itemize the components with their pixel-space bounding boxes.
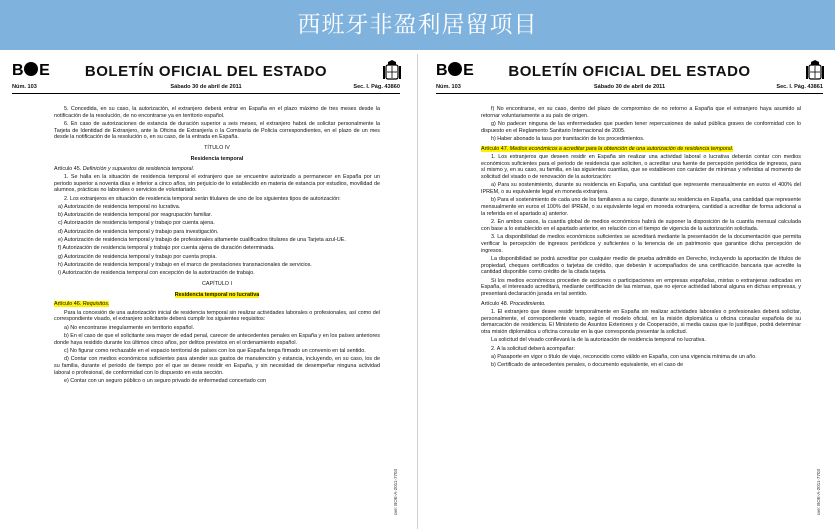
title-name: Residencia temporal	[190, 155, 244, 162]
document-page-left	[2, 54, 410, 529]
header-title: BOLETÍN OFICIAL DEL ESTADO	[84, 63, 328, 80]
issue-date: Sábado 30 de abril de 2011	[593, 84, 666, 90]
list-item: h) Haber abonado la tasa por tramitación de los procedimientos.	[491, 136, 645, 142]
article-48-heading: Artículo 48. Procedimiento.	[481, 300, 546, 307]
page-body	[54, 106, 380, 386]
list-item: d) Contar con medios económicos suficientes para atender sus gastos de manutención y estancia, incluyendo, en su caso, los de su familia, durante el periodo de tiempo por el que se desee residir en España, y sin necesidad de desempeñar ninguna actividad laboral o profesional, de conformidad con lo dispuesto en esta sección.	[54, 356, 380, 376]
list-item: d) Autorización de residencia temporal y trabajo para investigación.	[58, 228, 219, 235]
page-header	[2, 54, 410, 96]
paragraph: 1. Los extranjeros que deseen residir en España sin realizar una actividad laboral o lucrativa deberán contar con medios económicos suficientes para el periodo de residencia que soliciten, o acreditar una fuente de percepción periódica de ingresos, para sí mismo y, en su caso, su familia, en las siguientes cuantías, que se establecen con carácter de mínimas y referidas al momento de solicitud del visado o de renovación de la autorización:	[481, 154, 801, 181]
page-body	[481, 106, 801, 371]
list-item: f) Autorización de residencia temporal y trabajo por cuenta ajena de duración determinada.	[58, 245, 275, 252]
list-item: b) En el caso de que el solicitante sea mayor de edad penal, carecer de antecedentes penales en España y en los países anteriores donde haya residido durante los últimos cinco años, por delitos previstos en el ordenamiento español.	[54, 332, 380, 346]
issue-number: Núm. 103	[436, 84, 461, 90]
coat-of-arms-icon	[805, 59, 825, 83]
page-number: Sec. I. Pág. 43861	[776, 84, 823, 90]
paragraph: 5. Concedida, en su caso, la autorización, el extranjero deberá entrar en España en el plazo máximo de tres meses desde la notificación de la resolución, de no encontrarse ya en territorio español.	[54, 106, 380, 119]
header-meta	[12, 84, 400, 94]
boe-logo: B E	[12, 62, 50, 79]
list-item: i) Autorización de residencia temporal con excepción de la autorización de trabajo.	[58, 270, 255, 277]
paragraph: 1. Se halla en la situación de residencia temporal el extranjero que se encuentre autorizado a permanecer en España por un periodo superior a noventa días e inferior a cinco años, sin perjuicio de lo establecido en materia de estancia por estudios, movilidad de alumnos, prácticas no laborales o servicios de voluntariado.	[54, 173, 380, 194]
list-item: c) Autorización de residencia temporal y trabajo por cuenta ajena.	[58, 220, 215, 227]
paragraph: 2. A la solicitud deberá acompañar:	[491, 345, 575, 352]
paragraph: 1. El extranjero que desee residir temporalmente en España sin realizar actividades laborales o profesionales deberá solicitar, personalmente, el correspondiente visado, según el modelo oficial, en la misión diplomática u oficina consular española de su demarcación de residencia. El Ministerio de Asuntos Exteriores y de Cooperación, si media causa que lo justifique, podrá determinar otra misión diplomática u oficina consular en la que corresponda presentar la solicitud.	[481, 308, 801, 336]
article-47-heading: Artículo 47. Medios económicos a acreditar para la obtención de una autorización de residencia temporal.	[481, 145, 734, 152]
chapter-heading: CAPÍTULO I	[202, 280, 232, 287]
paragraph: a) Para su sostenimiento, durante su residencia en España, una cantidad que represente mensualmente en euros el 400% del IPREM, o su equivalente legal en moneda extranjera.	[481, 182, 801, 196]
paragraph: La solicitud del visado conllevará la de la autorización de residencia temporal no lucrativa.	[491, 337, 706, 344]
page-number: Sec. I. Pág. 43860	[353, 84, 400, 90]
chapter-name: Residencia temporal no lucrativa	[174, 291, 260, 298]
list-item: g) No padecer ninguna de las enfermedades que pueden tener repercusiones de salud pública graves de conformidad con lo dispuesto en el Reglamento Sanitario Internacional de 2005.	[481, 121, 801, 134]
list-item: a) Pasaporte en vigor o título de viaje, reconocido como válido en España, con una vigencia mínima de un año.	[491, 353, 757, 360]
title-heading: TÍTULO IV	[204, 145, 230, 152]
page-divider	[417, 54, 418, 529]
header-title: BOLETÍN OFICIAL DEL ESTADO	[508, 63, 751, 80]
list-item: a) Autorización de residencia temporal no lucrativa.	[58, 203, 181, 210]
page-header	[426, 54, 833, 96]
list-item: e) Contar con un seguro público o un seguro privado de enfermedad concertado con	[64, 377, 266, 384]
list-item: g) Autorización de residencia temporal y trabajo por cuenta propia.	[58, 253, 217, 260]
issue-date: Sábado 30 de abril de 2011	[170, 84, 242, 90]
paragraph: 2. Los extranjeros en situación de residencia temporal serán titulares de uno de los siguientes tipos de autorización:	[64, 195, 341, 202]
boe-logo: B E	[436, 62, 474, 79]
list-item: h) Autorización de residencia temporal y trabajo en el marco de prestaciones transnacionales de servicios.	[58, 261, 312, 268]
issue-number: Núm. 103	[12, 84, 37, 90]
cve-code: cve: BOE-A-2011-7703	[816, 468, 821, 515]
list-item: e) Autorización de residencia temporal y trabajo de profesionales altamente cualificados titulares de una Tarjeta azul-UE.	[58, 237, 346, 243]
list-item: a) No encontrarse irregularmente en territorio español.	[64, 324, 195, 331]
paragraph: La disponibilidad se podrá acreditar por cualquier medio de prueba admitido en Derecho, incluyendo la aportación de títulos de propiedad, cheques certificados o tarjetas de crédito, que deberán ir acompañados de una certificación bancaria que acredite la cantidad disponible como crédito de la citada tarjeta.	[481, 255, 801, 276]
list-item: b) Autorización de residencia temporal por reagrupación familiar.	[58, 212, 213, 219]
paragraph: b) Para el sostenimiento de cada uno de los familiares a su cargo, durante su residencia en España, una cantidad que represente mensualmente en euros el 100% del IPREM, o su equivalente legal en moneda extranjera, cantidad a acreditar de forma adicional a la referida en el apartado a) anterior.	[481, 197, 801, 217]
paragraph: 6. En caso de autorizaciones de estancia de duración superior a seis meses, el extranjero habrá de solicitar personalmente la Tarjeta de Identidad de Extranjero, ante la Oficina de Extranjería o la Comisaría de Policía correspondientes, en el plazo de un mes desde la notificación de la resolución o, en su caso, de la entrada en España.	[54, 121, 380, 141]
list-item: f) No encontrarse, en su caso, dentro del plazo de compromiso de no retorno a España que el extranjero haya asumido al retornar voluntariamente a su país de origen.	[481, 106, 801, 119]
banner-title: 西班牙非盈利居留项目	[297, 12, 538, 38]
cve-code: cve: BOE-A-2011-7703	[393, 468, 398, 515]
list-item: c) No figurar como rechazable en el espacio territorial de países con los que España tenga firmado un convenio en tal sentido.	[64, 347, 366, 354]
article-45-heading: Artículo 45. Definición y supuestos de residencia temporal.	[54, 165, 195, 172]
paragraph: 2. En ambos casos, la cuantía global de medios económicos habrá de suponer la disposición de la cuantía mensual calculada con base a lo establecido en el apartado anterior, en relación con el tiempo de vigencia de la autorización solicitada.	[481, 219, 801, 232]
paragraph: 3. La disponibilidad de medios económicos suficientes se acreditará mediante la presentación de la documentación que permita verificar la percepción de ingresos periódicos y suficientes o la tenencia de un patrimonio que garantice dicha percepción de ingresos.	[481, 234, 801, 254]
paragraph: Si los medios económicos proceden de acciones o participaciones en empresas españolas, mixtas o extranjeras radicadas en España, el interesado acreditará, mediante certificación de las mismas, que no ejerce actividad laboral alguna en dichas empresas, y presentará declaración jurada en tal sentido.	[481, 277, 801, 297]
header-meta	[436, 84, 823, 94]
list-item: b) Certificado de antecedentes penales, o documento equivalente, en el caso de	[491, 362, 684, 369]
article-46-heading: Artículo 46. Requisitos.	[54, 301, 110, 308]
document-page-right	[426, 54, 833, 529]
coat-of-arms-icon	[382, 59, 402, 83]
paragraph: Para la concesión de una autorización inicial de residencia temporal sin realizar actividades laborales o profesionales, así como del correspondiente visado, el extranjero solicitante deberá cumplir los siguientes requisitos:	[54, 309, 380, 323]
